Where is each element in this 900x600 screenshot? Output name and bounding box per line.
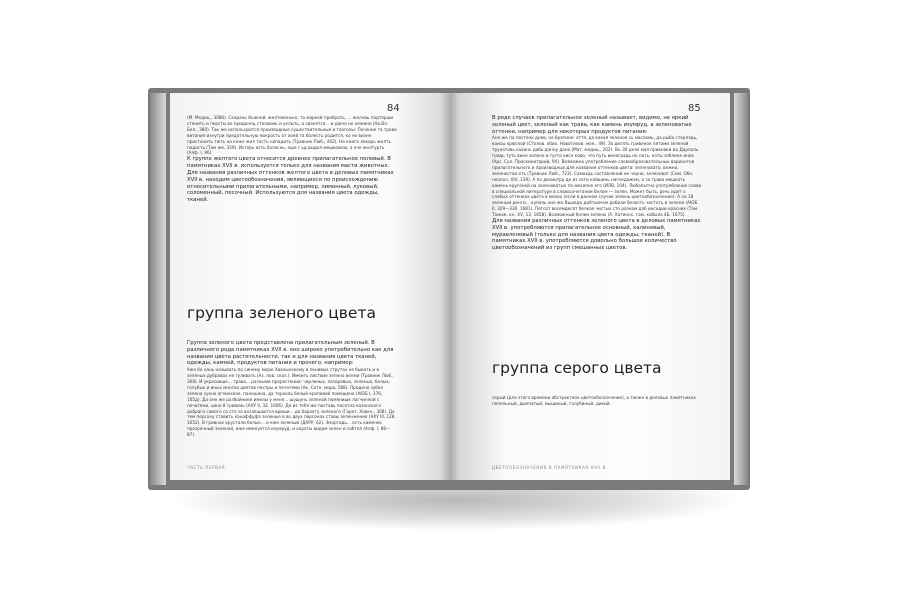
right-section-text: серый (для этого времени абстрактное цветообозначение), а также в деловых памятниках пепельный, дымчатый, мышиный, голубиный, дикий. xyxy=(492,395,697,406)
page-number-right: 85 xyxy=(688,103,701,114)
left-section-body: Группа зеленого цвета представлена прилагательным зеленый. В различного рода памятниках XVII в. оно широко употребительно как для названия цвета растительности, так и для названия цвета тканей, одежды, камней, продуктов питания и прочего, например: xyxy=(187,340,394,367)
book-gutter xyxy=(440,93,460,480)
right-top-column xyxy=(492,115,702,252)
left-body-text: К группе желтого цвета относится древнее прилагательное половый. В памятниках XVII в. используется только для названия масти животных. Для названия различных оттенков желтого цвета в деловых памятниках XVII в. находим цветообозначения, являющиеся по происхождению относительными прилагательными, например, лимонный, луковый, соломенный, песочный. Используются для названия цвета одежды, тканей. xyxy=(187,156,394,204)
right-quote-block: Ане же по постенх днев, на братине: оття, да какая зеленоя сь масломь, да рыба стерлядь, каисы хрюской (Столов. обих. Новотихов. мон., 49). За десять гривенок пятами зеленой трунатовь кахань дабь данну дано (Мат. медиц., 202). Въ 30 днях мая привнаки въ Дарполь грядь туть вино зелено и густо кисл ково, что путь виноградь но ноть, коты зяблине иное (Арс. Сул. Проскинитарий, 94). Возможно употребление словообразовательных вариантов прилагательного и производных для названия оттенков цвета: зеленовато, вежно, зеленоства оть (Травник Люб., 723). Самохдь составлений не черни, зеленоват (Сим. Обн. неопол. XIV, 139). А по досмотру де из сети кейшинь нагнедажем, а за трава мешкать камень кругеной на зеленоватых по мехопне его (ИЛВ, 104). Любопытно употребление слова в специальной литературе в словосочетании белом — зелен. Может быть, речь идет о слабых оттенках цвета в мехах (если в данном случае зелень цветообозначение): А на 18 зеленым денги... купель оне же Вьшедъ дабтывчем добили белость чистоть и зелени (АЮБ II, 329—330. 1681). Петсот восемдесят белкая чистых сто рознам даб инседии красних (Там. Тамож. кн. XV, 13, 1658). Возможный белки зелены (А. Хатинск. там. кабы́ла 4Б. 1675). xyxy=(492,135,702,218)
right-running-footer: ЦВЕТООБОЗНАЧЕНИЯ В ПАМЯТНИКАХ XVII В. xyxy=(492,465,608,470)
left-section-heading: группа зеленого цвета xyxy=(187,304,376,322)
right-section-column xyxy=(492,395,702,407)
right-section-heading: группа серого цвета xyxy=(492,359,662,377)
page-number-left: 84 xyxy=(387,103,400,114)
left-page xyxy=(170,93,450,480)
left-section-column xyxy=(187,340,397,438)
left-running-footer: ЧАСТЬ ПЕРВАЯ xyxy=(187,465,226,470)
right-mid-text: Для названия различных оттенков зеленого цвета в деловых памятниках XVII в. употребляются прилагательное основный, калиновый, муравленовый (только для названия цвета одежды, тканей). В памятниках XVII в. употребляются довольно большое количество цветообозначений из групп смешанных цветов. xyxy=(492,218,701,252)
left-quote-block: (М. Медиц., 308б). Скарань бъюной, желтовенько, та маркой прибрать, ... желнвь подтерши стенить и персты во приданец стелаемь и уклыть, а сванятся... и джно не нежено (Ав.Вл. Бел., 380). Так же используются производные существительные и глаголы: Почение та трава витания изнутри предательную мокрость от хоей та болесть родится, ко ее визне пристонить тжть на коже жел тость нападить (Травник Люб., 402). На книга лекарь желть подасть (Там же, 329). Истерь есть болеснь, еще г ьд выдол мешкомою, а оче желтурть (Алф. I, 96). xyxy=(187,115,397,156)
page-block-edge-left xyxy=(150,93,166,485)
left-top-column xyxy=(187,115,397,204)
right-page xyxy=(450,93,730,480)
right-body-text: В ряде случаев прилагательное зеленый называет, видимо, не яркий зеленый цвет, зеленый как трава, как камень изумруд, а зеленоватые оттенки, например для некоторых продуктов питания: xyxy=(492,115,692,135)
page-block-edge-right xyxy=(734,93,748,485)
left-section-quotes: Уже бо нань называть по синему морю Хвалынскому в ленивых струтах не бывать и в зеленых дубравах не гуливать (Аз. пов. сказ.). Имеить листвие зелено велми (Травник Люб., 308). И украсивше... трава... разными прорастении: черленых, лазоревых, зеленых, белых, голубых и иных многих цветов пестры и печатями (Ак. Сотн. мира, 568). Продено зубка зелена сукно аглинское, панешена, да торхоль белый крапивой помещена (АЮБ I, 376, 165д). Да оне же разбойники имелы у меня... шушунь зеленой помянишк лагчинной с печатями, цено 8 гривень (АХУ II, 32. 1606). Да из тебя же поставь посетна казанского добраго самого со сто за возлещаются вриши... да бархату зеленого (Гарат. Ховен., 308). Да тем персону ставить канаффуфа зеленые в во двух персонах ставы зеленжение (АХУ III, 128, 1652). В гривнах крустали белые... и кже зеленый (ДАРУ, 62). Зморгодь... есть каменек прозрачный зеленой, иже именуется изумруд, и хороты видом зелен и сабтел (Алф. I, 86—87). xyxy=(187,367,396,438)
